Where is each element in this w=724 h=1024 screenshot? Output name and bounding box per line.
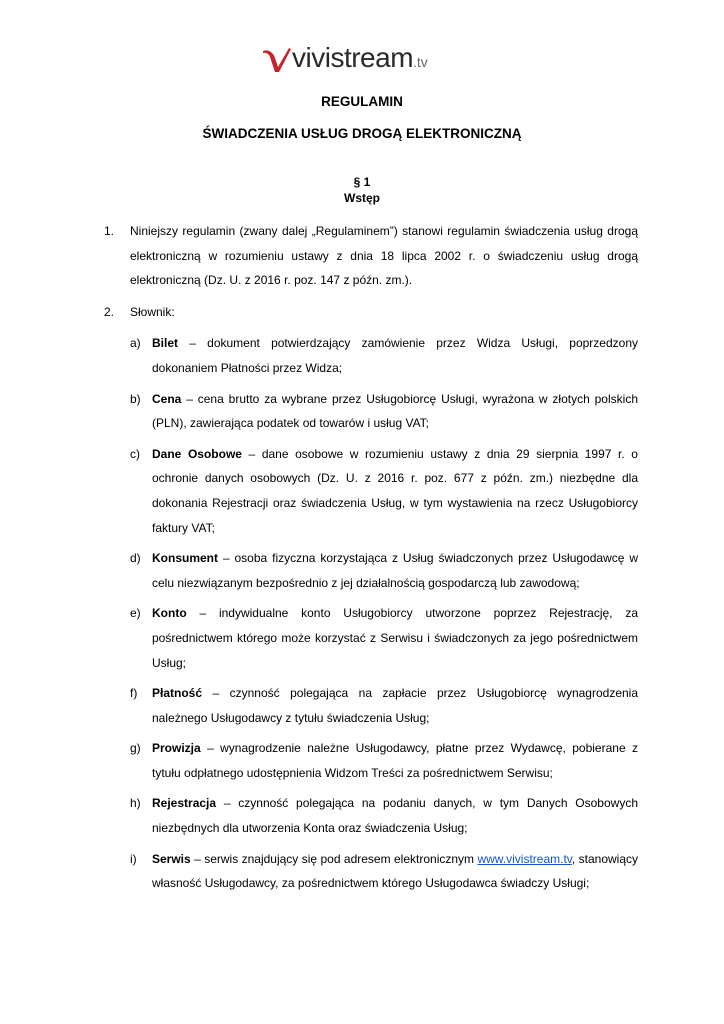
definitions-list [130,331,638,895]
definition-text: – osoba fizyczna korzystająca z Usług świadczonych przez Usługodawcę w celu niezwiązanym bezpośrednio z jej działalnością gospodarczą lub zawodową; [152,551,638,590]
logo-mark-icon [262,46,292,74]
definition-term: Konsument [152,551,218,566]
definition-item [130,331,638,380]
definition-item [130,601,638,675]
definition-item [130,791,638,840]
definition-term: Bilet [152,336,179,351]
definition-item [130,736,638,785]
logo-tld-text: .tv [413,54,428,70]
definition-term: Cena [152,391,182,406]
item-text: Niniejszy regulamin (zwany dalej „Regulaminem”) stanowi regulamin świadczenia usług drogą elektroniczną w rozumieniu ustawy z dnia 18 lipca 2002 r. o świadczeniu usług drogą elektroniczną (Dz. U. z 2016 r. poz. 147 z późn. zm.). [130,224,638,288]
section-name: Wstęp [344,191,380,205]
definition-text: , stanowiący własność Usługodawcy, za pośrednictwem którego Usługodawca świadczy Usługi; [152,851,639,891]
definition-letter: e) [130,606,141,621]
definition-text: – serwis znajdujący się pod adresem elektronicznym [190,851,478,866]
definition-text: – cena brutto za wybrane przez Usługobiorcę Usługi, wyrażona w złotych polskich (PLN), zawierająca podatek od towarów i usług VAT; [152,391,638,431]
definition-letter: a) [130,336,141,351]
definition-term: Płatność [152,686,203,701]
document-title: REGULAMIN [321,94,403,109]
definition-text: – wynagrodzenie należne Usługodawcy, płatne przez Wydawcę, pobierane z tytułu odpłatnego udostępnienia Widzom Treści za pośrednictwem Serwisu; [152,741,638,780]
definition-term: Serwis [152,851,191,866]
definition-text: – dokument potwierdzający zamówienie przez Widza Usługi, poprzedzony dokonaniem Płatności przez Widza; [152,336,638,375]
vivistream-logo [262,44,472,80]
item-text: Słownik: [130,304,175,319]
item-number: 2. [104,304,115,319]
definition-term: Konto [152,606,187,621]
definition-letter: c) [130,446,140,461]
definition-term: Dane Osobowe [152,446,242,461]
document-subtitle: ŚWIADCZENIA USŁUG DROGĄ ELEKTRONICZNĄ [202,126,522,141]
definition-letter: f) [130,686,138,701]
definition-letter: i) [130,851,137,866]
definition-item [130,442,638,540]
document-body [104,219,638,902]
definition-term: Prowizja [152,741,201,756]
item-number: 1. [104,224,115,238]
definition-text: – indywidualne konto Usługobiorcy utworzone poprzez Rejestrację, za pośrednictwem którego może korzystać z Serwisu i świadczonych za jego pośrednictwem Usług; [152,606,638,670]
definition-item [130,681,638,730]
definition-letter: g) [130,741,141,756]
list-item [104,300,638,325]
definition-term: Rejestracja [152,796,217,811]
definition-text: – czynność polegająca na podaniu danych, w tym Danych Osobowych niezbędnych dla utworzenia Konta oraz świadczenia Usług; [152,796,638,836]
definition-text: – dane osobowe w rozumieniu ustawy z dnia 29 sierpnia 1997 r. o ochronie danych osobowych (Dz. U. z 2016 r. poz. 677 z późn. zm.) niezbędne dla dokonania Rejestracji oraz świadczenia Usług, w tym wystawienia na rzecz Usługobiorcy faktury VAT; [152,446,638,535]
section-number: § 1 [353,175,371,189]
definition-letter: d) [130,551,141,566]
vivistream-link[interactable]: www.vivistream.tv [477,851,572,866]
logo-brand-text: vivistream [292,42,414,73]
definition-item [130,546,638,595]
definition-text: – czynność polegająca na zapłacie przez Usługobiorcę wynagrodzenia należnego Usługodawcy z tytułu świadczenia Usług; [152,686,638,725]
definition-letter: h) [130,796,141,811]
definition-letter: b) [130,391,141,406]
definition-item [130,387,638,436]
list-item [104,219,638,293]
definition-item [130,847,638,896]
